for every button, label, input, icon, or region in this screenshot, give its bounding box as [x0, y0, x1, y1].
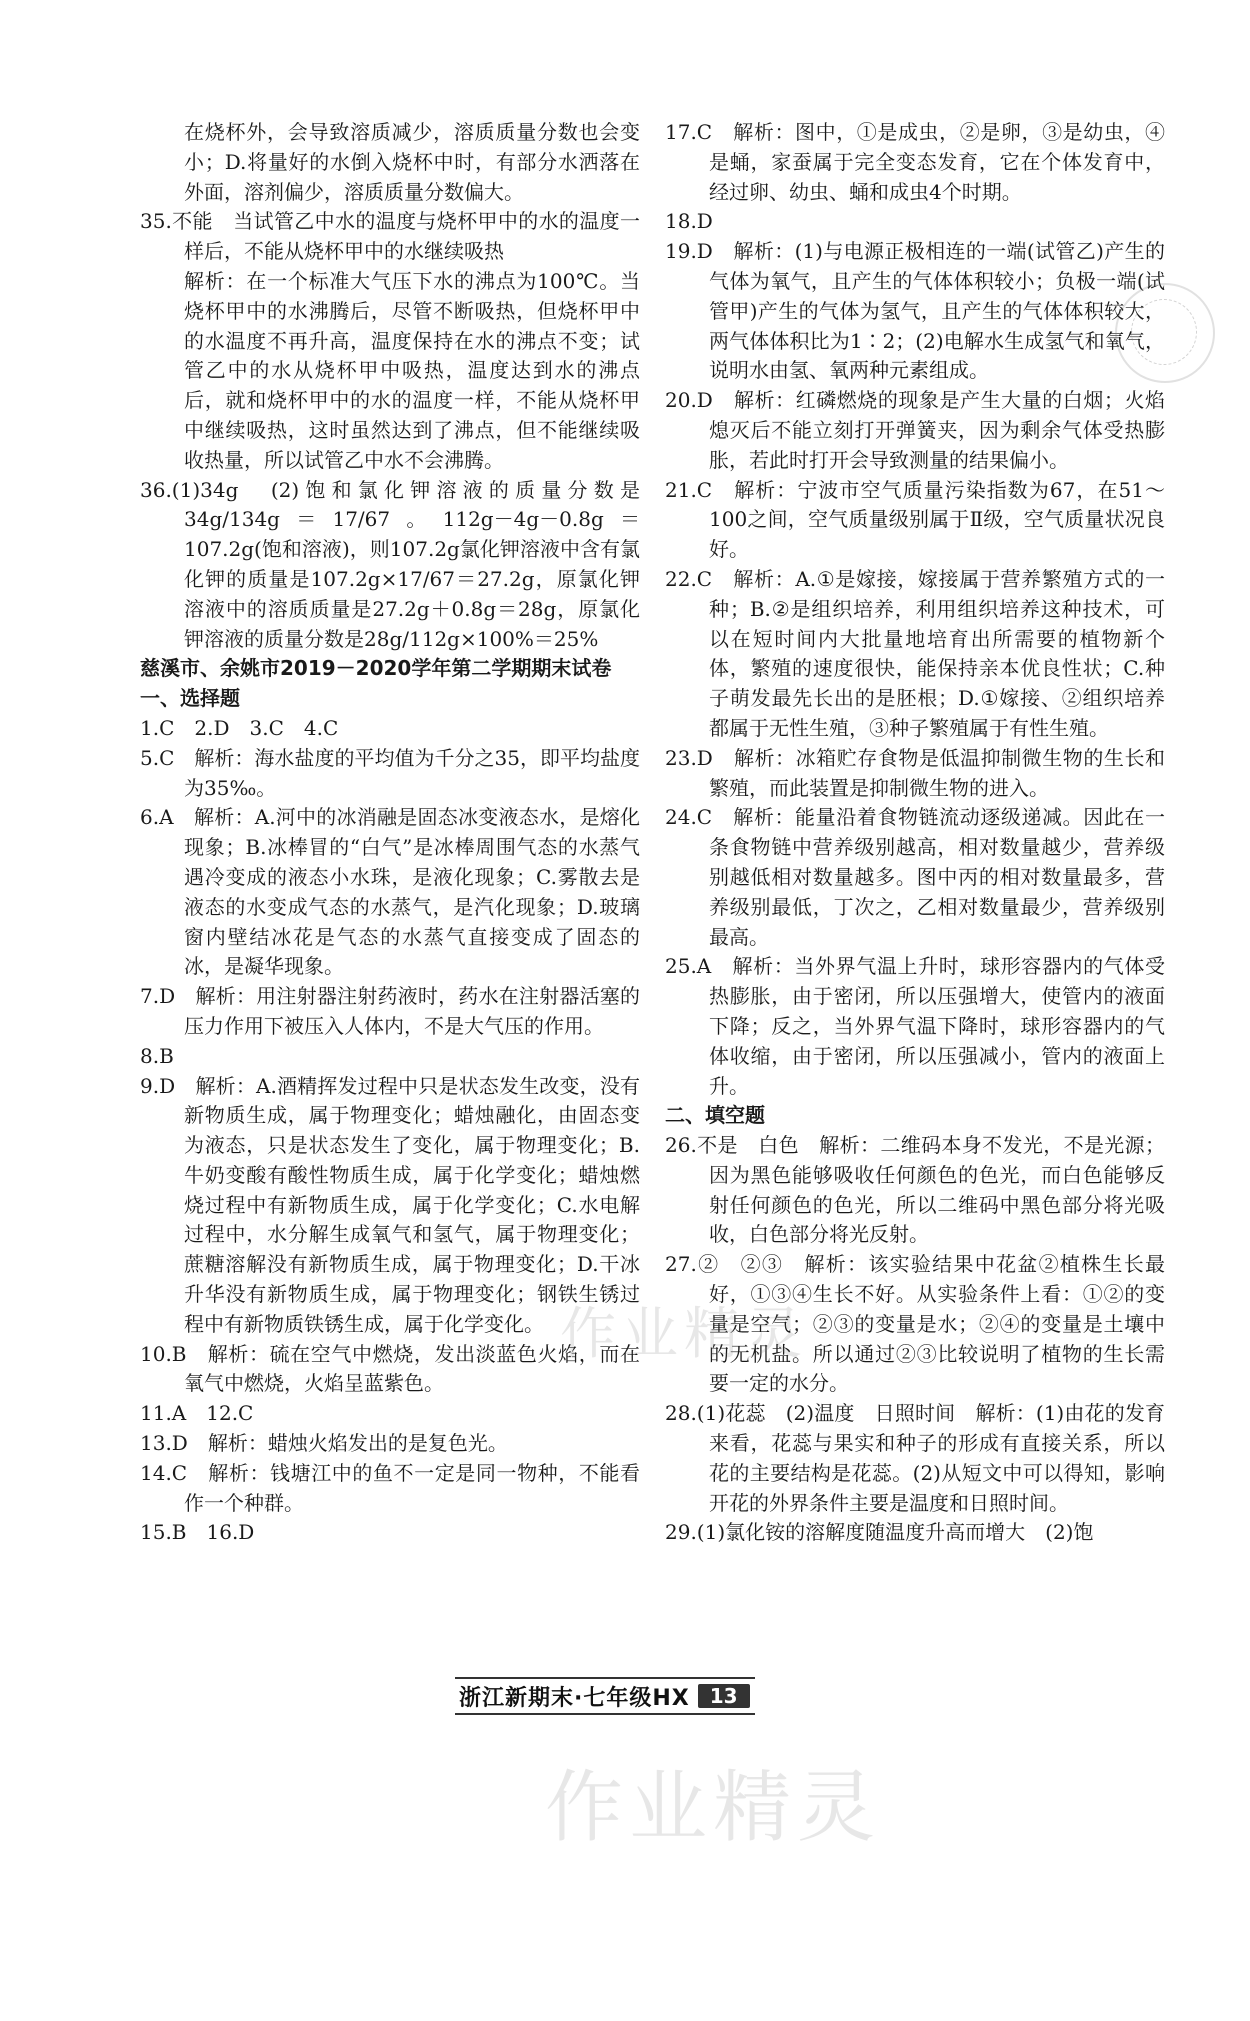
answer-item: 17.C 解析：图中，①是成虫，②是卵，③是幼虫，④是蛹，家蚕属于完全变态发育，它在个体发育中，经过卵、幼虫、蛹和成虫4个时期。 — [665, 120, 1165, 204]
answer-item: 25.A 解析：当外界气温上升时，球形容器内的气体受热膨胀，由于密闭，所以压强增大，使管内的液面下降；反之，当外界气温下降时，球形容器内的气体收缩，由于密闭，所以压强减小，管内的液面上升。 — [665, 954, 1165, 1098]
section-title: 二、填空题 — [665, 1103, 765, 1128]
answer-item: 29.(1)氯化铵的溶解度随温度升高而增大 (2)饱 — [665, 1520, 1094, 1545]
footer-series: 浙江新期末·七年级HX — [459, 1685, 690, 1711]
answer-item: 13.D 解析：蜡烛火焰发出的是复色光。 — [140, 1431, 508, 1456]
watermark-mid: 作业精灵 — [560, 1302, 808, 1367]
right-column — [665, 118, 1165, 1548]
answer-item: 6.A 解析：A.河中的冰消融是固态冰变液态水，是熔化现象；B.冰棒冒的“白气”是冰棒周围气态的水蒸气遇冷变成的液态小水珠，是液化现象；C.雾散去是液态的水变成气态的水蒸气，是汽化现象；D.玻璃窗内壁结冰花是气态的水蒸气直接变成了固态的冰，是凝华现象。 — [140, 805, 640, 979]
stamp-seal — [1115, 283, 1215, 383]
answer-item: 19.D 解析：(1)与电源正极相连的一端(试管乙)产生的气体为氧气，且产生的气体体积较小；负极一端(试管甲)产生的气体为氢气，且产生的气体体积较大，两气体体积比为1∶2；(2)电解水生成氢气和氧气，说明水由氢、氧两种元素组成。 — [665, 239, 1165, 383]
answer-item: 18.D — [665, 209, 713, 234]
answer-item: 20.D 解析：红磷燃烧的现象是产生大量的白烟；火焰熄灭后不能立刻打开弹簧夹，因为剩余气体受热膨胀，若此时打开会导致测量的结果偏小。 — [665, 388, 1165, 472]
left-column — [140, 118, 640, 1548]
answer-item: 11.A 12.C — [140, 1401, 254, 1426]
page-number: 13 — [698, 1684, 750, 1708]
answer-item: 解析：在一个标准大气压下水的沸点为100℃。当烧杯甲中的水沸腾后，尽管不断吸热，但烧杯甲中的水温度不再升高，温度保持在水的沸点不变；试管乙中的水从烧杯甲中吸热，温度达到水的沸点后，就和烧杯甲中的水的温度一样，不能从烧杯甲中继续吸热，这时虽然达到了沸点，但不能继续吸收热量，所以试管乙中水不会沸腾。 — [184, 268, 640, 472]
answer-item: 8.B — [140, 1043, 174, 1068]
answer-item: 7.D 解析：用注射器注射药液时，药水在注射器活塞的压力作用下被压入人体内，不是大气压的作用。 — [140, 984, 640, 1038]
footer — [455, 1677, 755, 1715]
section-title: 一、选择题 — [140, 686, 240, 711]
watermark-bottom: 作业精灵 — [545, 1763, 882, 1853]
answer-item: 5.C 解析：海水盐度的平均值为千分之35，即平均盐度为35‰。 — [140, 745, 640, 800]
answer-item: 22.C 解析：A.①是嫁接，嫁接属于营养繁殖方式的一种；B.②是组织培养，利用组织培养这种技术，可以在短时间内大批量地培育出所需要的植物新个体，繁殖的速度很快，能保持亲本优良性状；C.种子萌发最先长出的是胚根；D.①嫁接、②组织培养都属于无性生殖，③种子繁殖属于有性生殖。 — [665, 566, 1165, 740]
answer-item: 35.不能 当试管乙中水的温度与烧杯甲中的水的温度一样后，不能从烧杯甲中的水继续吸热 — [140, 209, 640, 264]
answer-item: 23.D 解析：冰箱贮存食物是低温抑制微生物的生长和繁殖，而此装置是抑制微生物的进入。 — [665, 745, 1165, 800]
answer-item: 在烧杯外，会导致溶质减少，溶质质量分数也会变小；D.将量好的水倒入烧杯中时，有部分水洒落在外面，溶剂偏少，溶质质量分数偏大。 — [184, 120, 640, 204]
answer-item: 10.B 解析：硫在空气中燃烧，发出淡蓝色火焰，而在氧气中燃烧，火焰呈蓝紫色。 — [140, 1341, 640, 1396]
answer-item: 15.B 16.D — [140, 1520, 255, 1545]
answer-item: 21.C 解析：宁波市空气质量污染指数为67，在51～100之间，空气质量级别属于Ⅱ级，空气质量状况良好。 — [665, 477, 1165, 562]
answer-item: 1.C 2.D 3.C 4.C — [140, 715, 339, 740]
answer-item: 9.D 解析：A.酒精挥发过程中只是状态发生改变，没有新物质生成，属于物理变化；蜡烛融化，由固态变为液态，只是状态发生了变化，属于物理变化；B.牛奶变酸有酸性物质生成，属于化学变化；蜡烛燃烧过程中有新物质生成，属于化学变化；C.水电解过程中，水分解生成氧气和氢气，属于物理变化；蔗糖溶解没有新物质生成，属于物理变化；D.干冰升华没有新物质生成，属于物理变化；钢铁生锈过程中有新物质铁锈生成，属于化学变化。 — [140, 1073, 640, 1336]
section-title: 慈溪市、余姚市2019－2020学年第二学期期末试卷 — [140, 656, 612, 681]
answer-item: 26.不是 白色 解析：二维码本身不发光，不是光源；因为黑色能够吸收任何颜色的色光，而白色能够反射任何颜色的色光，所以二维码中黑色部分将光吸收，白色部分将光反射。 — [665, 1133, 1165, 1247]
answer-item: 28.(1)花蕊 (2)温度 日照时间 解析：(1)由花的发育来看，花蕊与果实和种子的形成有直接关系，所以花的主要结构是花蕊。(2)从短文中可以得知，影响开花的外界条件主要是温度和日照时间。 — [665, 1401, 1165, 1515]
answer-item: 14.C 解析：钱塘江中的鱼不一定是同一物种，不能看作一个种群。 — [140, 1460, 640, 1515]
answer-item: 27.② ②③ 解析：该实验结果中花盆②植株生长最好，①③④生长不好。从实验条件上看：①②的变量是空气；②③的变量是水；②④的变量是土壤中的无机盐。所以通过②③比较说明了植物的生长需要一定的水分。 — [665, 1252, 1165, 1396]
answer-item: 24.C 解析：能量沿着食物链流动逐级递减。因此在一条食物链中营养级别越高，相对数量越少，营养级别越低相对数量越多。图中丙的相对数量最多，营养级别最低，丁次之，乙相对数量最少，营养级别最高。 — [665, 805, 1165, 949]
answer-item: 36.(1)34g (2)饱和氯化钾溶液的质量分数是34g/134g＝17/67。112g－4g－0.8g＝107.2g(饱和溶液)，则107.2g氯化钾溶液中含有氯化钾的质量是107.2g×17/67＝27.2g，原氯化钾溶液中的溶质质量是27.2g＋0.8g＝28g，原氯化钾溶液的质量分数是28g/112g×100%＝25% — [140, 477, 640, 651]
